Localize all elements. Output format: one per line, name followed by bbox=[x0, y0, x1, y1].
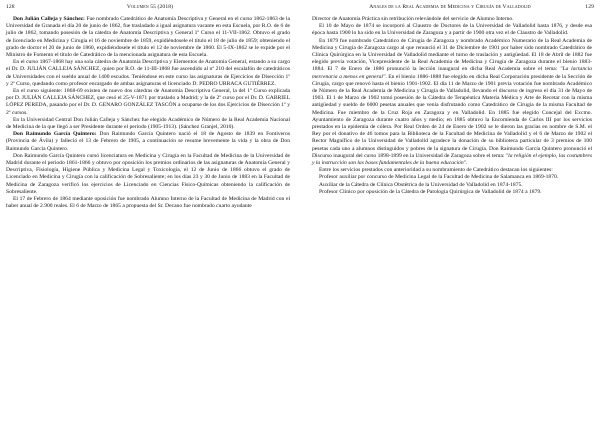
paragraph: En 1879 fue nombrado Catedrático de Cirugía de Zaragoza y nombrado Académico Numerario de la Real Academia de Medicina y Cirugía de Zaragoza cargo al que renunció el 31 de Diciembre de 1901 por haber sido nombrado Catedrático de Clínica Quirúrgica en la Universidad de Valladolid mediante el turno de traslación y antigüedad. El 18 de Abril de 1882 fue elegido previa votación, Vicepresidente de la Real Academia de Medicina y Cirugía de Zaragoza durante el bienio 1883-1884. El 7 de Enero de 1886 pronunció la lección inaugural en dicha Real Academia sobre el tema: "La lactancia mercenaria a menos en general". En el bienio 1886-1888 fue elegido en dicha Real Corporación presidente de la Sección de Cirugía, cargo que renovó hasta el bienio 1901-1902. El día 11 de Marzo de 1901 previa votación fue nombrado Académico de Número de la Real Academia de Medicina y Cirugía de Valladolid, llevando el discurso de ingreso el día 31 de Mayo de 1903. El 1 de Marzo de 1902 tomó posesión de la Cátedra de Terapéutica Materia Médica y Arte de Recetar con la misma antigüedad y sueldo de 6000 pesetas anuales que venía disfrutando como Catedrático de Cirugía de la misma Facultad de Medicina. Fue miembro de la Cruz Roja en Zaragoza y en Valladolid. En 1885 fue elegido Concejal del Excmo. Ayuntamiento de Zaragoza durante cuatro años y medio; en 1885 obtuvo la Encomienda de Carlos III por los servicios prestados en la epidemia de cólera. Por Real Orden de 24 de Enero de 1902 se le dieron las gracias en nombre de S.M. el Rey por el donativo de 46 tomos para la Biblioteca de la Facultad de Medicina de Valladolid y el 6 de Marzo de 1902 el Rector Magnífico de la Universidad de Valladolid agradece la donación de su biblioteca particular de 3 premios de 100 pesetas cada uno a alumnos distinguidos y pobres de la signatura de Cirugía. Don Raimundo García Quintero pronunció el Discurso inaugural del curso 1898-1899 en la Universidad de Zaragoza sobre el tema: "la religión el ejemplo, las costumbres y la instrucción son las bases fundamentales de la buena educación". bbox=[312, 37, 592, 167]
paragraph: Profesor Clínico por oposición de la Cátedra de Patología Quirúrgica de Valladolid de 1874 a 1879. bbox=[319, 188, 542, 195]
paragraph: En la Universidad Central Don Julián Calleja y Sánchez fue elegido Académico de Número de la Real Academia Nacional de Medicina de la que llegó a ser Presidente durante el periodo (1905-1913). (Sánchez Granjel, 2010). bbox=[6, 116, 290, 131]
right-page-number: 129 bbox=[585, 4, 594, 10]
paragraph: Auxiliar de la Cátedra de Clínica Obstétrica de la Universidad de Valladolid en 1874-1875. bbox=[319, 181, 523, 188]
paragraph: Don Raimundo García Quintero cursó licenciatura en Medicina y Cirugía en la Facultad de Medicina de la Universidad de Madrid durante el periodo 1861-1866 y obtuvo por oposición los premios ordinarios de las asignaturas de Anatomía General y Descriptiva, Fisiología, Higiene Pública y Medicina Legal y Toxicología, el 12 de Junio de 1866 obtuvo el grado de Licenciado en Medicina y Cirugía con la calificación de Sobresaliente; en los días 23 y 30 de Junio de 1883 en la Facultad de Medicina de Zaragoza verificó los ejercicios de Licenciado en Ciencias Físico-Químicas obteniendo la calificación de Sobresaliente. bbox=[6, 152, 290, 195]
paragraph: Director de Anatomía Práctica sin retribución relevándole del servicio de Alumno Interno. bbox=[312, 16, 514, 22]
paragraph: En el curso siguiente: 1868-69 existen de nuevo dos cátedras de Anatomía Descriptiva General, la del 1º Curso explicada por D. JULIÁN CALLEJA SÁNCHEZ, que cesó el 25-V-1871 por traslado a Madrid; y la de 2º curso por el Dr. D. GABRIEL LÓPEZ PEREDA, pasando por el Dr. D. GENARO GONZÁLEZ TASCÓN a ocuparse de los dos Ejercicios de Disección 1º y 2º cursos. bbox=[6, 88, 290, 116]
paragraph: El 17 de Febrero de 1864 mediante oposición fue nombrado Alumno Interno de la Facultad de Medicina de Madrid con el haber anual de 2.900 reales. El 6 de Marzo de 1865 a propuesta del Sr. Decano fue nombrado cuarto ayudante bbox=[6, 196, 290, 210]
left-column-text bbox=[6, 16, 290, 210]
paragraph: Don Julián Calleja y Sánchez: Fue nombrado Catedrático de Anatomía Descriptiva y General en el curso 1862-1863 de la Universidad de Granada el día 20 de junio de 1862, fue trasladado a igual asignatura vacante en esta Escuela, por R.O. de 6 de julio de 1862, tomando posesión de la cátedra de Anatomía Descriptiva y General 1º Curso el 11-VII-1862. Obtuvo el grado de licenciado en Medicina y Cirugía el 16 de noviembre de 1859, expidiéndosele el título el 18 de julio de 1859; obteniendo el grado de doctor el 20 de junio de 1860, expidiéndosele el título el 12 de noviembre de 1860. El 5-IX-1862 se le expide por el Ministro de Fomento el título de Catedrático de la mencionada asignatura de esta Escuela. bbox=[6, 16, 290, 59]
right-column-text bbox=[312, 16, 592, 196]
left-page-number: 128 bbox=[6, 4, 15, 10]
paragraph: Don Raimundo García Quintero: Don Raimundo García Quintero nació el 18 de Agosto de 1839 en Fontiveros (Provincia de Ávila) y falleció el 13 de Febrero de 1905, a continuación se resume brevemente la vida y la obra de Don Raimundo García Quintero. bbox=[6, 131, 290, 152]
paragraph: Profesor auxiliar por concurso de Medicina Legal de la Facultad de Medicina de Salamanca en 1869-1870. bbox=[319, 174, 559, 181]
right-running-head: Anales de la Real Academia de Medicina y Cirugía de Valladolid bbox=[369, 4, 531, 10]
left-running-head: Volumen 55 (2018) bbox=[126, 4, 174, 10]
paragraph: En el curso 1867-1868 hay una sola cátedra de Anatomía Descriptiva y Elementos de Anatomía General, estando a su cargo el Dr. D. JULIÁN CALLEJA SÁNCHEZ, quien por R.O. de 11-III-1868 fue ascendido al nº 210 del escalafón de catedráticos de Universidades con el sueldo anual de 1400 escudos. Teniéndose en este curso las asignaturas de Ejercicios de Disección 1º y 2º Curso, quedando como profesor encargado de ambas asignaturas el licenciado D. PEDRO URRACA GUTIÉRREZ. bbox=[6, 59, 290, 87]
paragraph: Entre los servicios prestados con anterioridad a su nombramiento de Catedrático destacan los siguientes: bbox=[319, 167, 553, 174]
paragraph: El 10 de Mayo de 1874 se incorporó al Claustro de Doctores de la Universidad de Valladolid hasta 1876, y desde esa época hasta 1900 lo ha sido en la Universidad de Zaragoza y a partir de 1900 otra vez el de Claustro de Valladolid. bbox=[312, 23, 592, 37]
right-page bbox=[300, 0, 600, 423]
